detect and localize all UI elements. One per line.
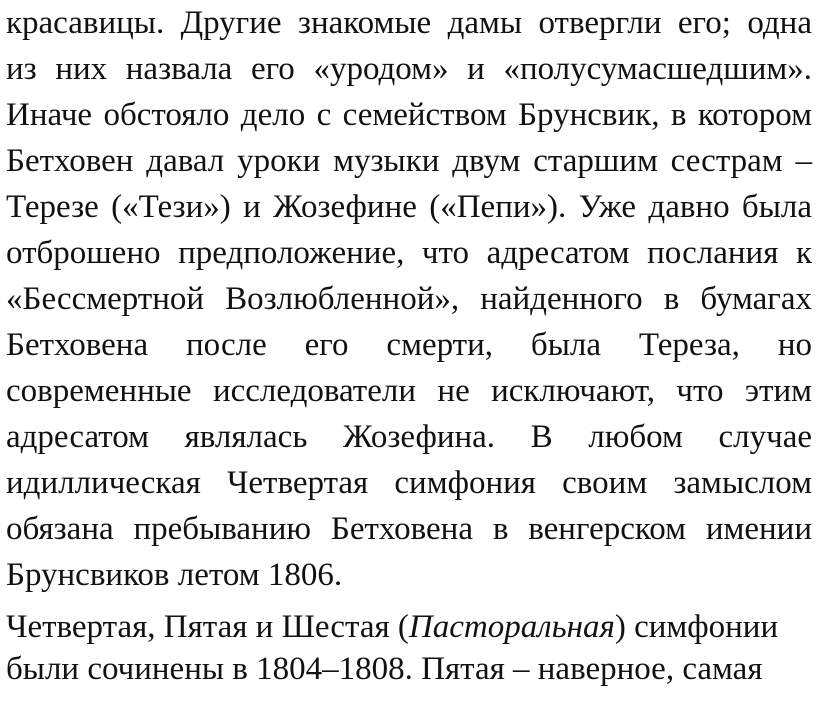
text-line: обязана пребыванию Бетховена в венгерском имении bbox=[6, 511, 812, 547]
text-line: Иначе обстояло дело с семейством Брунсвик, в котором bbox=[6, 97, 812, 133]
text-line: современные исследователи не исключают, что этим bbox=[6, 373, 812, 409]
text-line: Бетховен давал уроки музыки двум старшим сестрам – bbox=[6, 143, 812, 179]
text-line: идиллическая Четвертая симфония своим замыслом bbox=[6, 465, 812, 501]
text-line: красавицы. Другие знакомые дамы отвергли его; одна bbox=[6, 5, 812, 41]
text-line: Бетховена после его смерти, была Тереза, но bbox=[6, 327, 812, 363]
symphony-title-italic: Пасторальная bbox=[408, 609, 615, 645]
text-line bbox=[6, 606, 812, 648]
text-line: из них назвала его «уродом» и «полусумасшедшим». bbox=[6, 51, 812, 87]
text-segment: Четвертая, Пятая и Шестая ( bbox=[6, 609, 409, 645]
text-line: были сочинены в 1804–1808. Пятая – наверное, самая bbox=[6, 651, 763, 687]
text-line: Терезе («Тези») и Жозефине («Пепи»). Уже давно была bbox=[6, 189, 812, 225]
paragraph-2 bbox=[6, 606, 812, 690]
text-line: «Бессмертной Возлюбленной», найденного в бумагах bbox=[6, 281, 812, 317]
text-segment: ) симфонии bbox=[614, 609, 779, 645]
text-line: отброшено предположение, что адресатом послания к bbox=[6, 235, 812, 271]
text-line-last: Брунсвиков летом 1806. bbox=[6, 557, 343, 593]
text-line: адресатом являлась Жозефина. В любом случае bbox=[6, 419, 812, 455]
paragraph-1 bbox=[6, 0, 812, 598]
